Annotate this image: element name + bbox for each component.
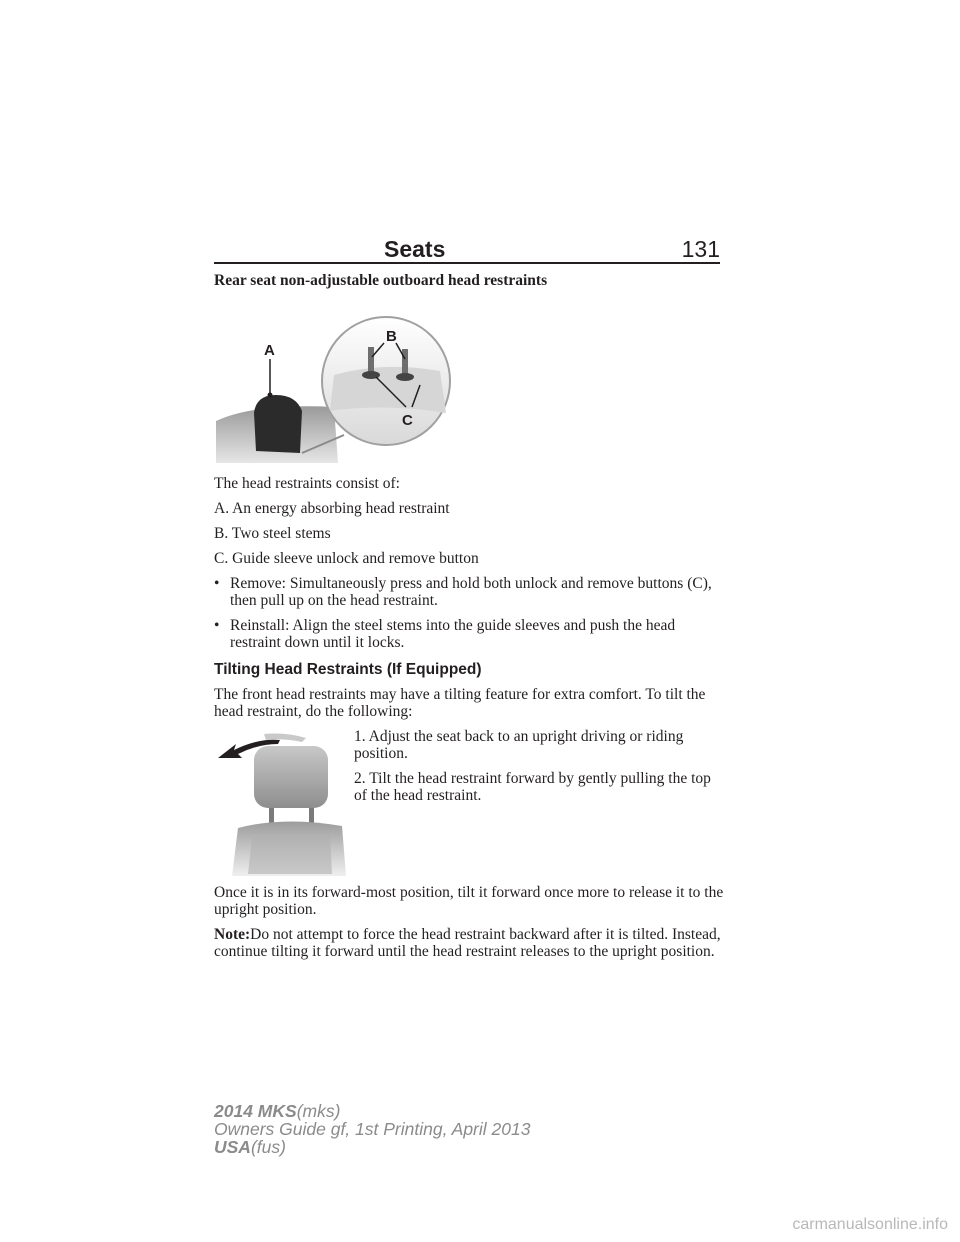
tilt-steps <box>354 728 724 812</box>
item-b: B. Two steel stems <box>214 525 331 542</box>
head-restraint-figure <box>214 303 464 463</box>
item-a: A. An energy absorbing head restraint <box>214 500 450 517</box>
page-number: 131 <box>681 236 720 262</box>
bullet-glyph: • <box>214 575 220 592</box>
section-title: Seats <box>384 236 446 262</box>
page-footer <box>214 1102 530 1156</box>
footer-market: USA <box>214 1137 251 1157</box>
bullet-glyph: • <box>214 617 220 634</box>
front-seat-panel <box>248 833 332 874</box>
tilt-after: Once it is in its forward-most position, tilt it forward once more to release it to the upright position. <box>214 884 724 918</box>
guide-sleeve-right <box>396 373 414 381</box>
footer-line-3 <box>214 1138 530 1156</box>
label-a: A <box>264 342 275 359</box>
item-c: C. Guide sleeve unlock and remove button <box>214 550 479 567</box>
label-b: B <box>386 328 397 345</box>
tilting-intro: The front head restraints may have a tilting feature for extra comfort. To tilt the head restraint, do the following: <box>214 686 706 720</box>
restraints-intro: The head restraints consist of: <box>214 475 400 492</box>
bullet-reinstall <box>214 617 724 651</box>
label-c: C <box>402 412 413 429</box>
bullet-remove <box>214 575 724 609</box>
note-text: Do not attempt to force the head restraint backward after it is tilted. Instead, continue tilting it forward until the head restraint releases to the upright position. <box>214 926 721 960</box>
front-head-restraint <box>254 746 328 808</box>
steel-stem-right <box>402 349 408 375</box>
front-stem-left <box>269 808 274 824</box>
steel-stem-left <box>368 347 374 373</box>
footer-line-2: Owners Guide gf, 1st Printing, April 2013 <box>214 1119 531 1139</box>
bullet-remove-text: Remove: Simultaneously press and hold both unlock and remove buttons (C), then pull up on the head restraint. <box>230 575 712 609</box>
footer-market-code: (fus) <box>250 1137 286 1157</box>
footer-line-1 <box>214 1102 530 1120</box>
page-header <box>214 236 720 264</box>
head-restraint-shape <box>254 395 302 453</box>
rear-restraints-heading: Rear seat non-adjustable outboard head restraints <box>214 272 548 289</box>
note-label: Note: <box>214 926 251 943</box>
tilt-step-1: 1. Adjust the seat back to an upright driving or riding position. <box>354 728 684 762</box>
callout-dot-a <box>268 393 273 398</box>
front-stem-right <box>309 808 314 824</box>
watermark: carmanualsonline.info <box>792 1216 948 1233</box>
page-content <box>214 272 724 968</box>
tilt-step-2: 2. Tilt the head restraint forward by gently pulling the top of the head restraint. <box>354 770 711 804</box>
footer-model-code: (mks) <box>296 1101 341 1121</box>
tilting-restraint-figure <box>214 728 348 876</box>
header-rule <box>214 262 720 264</box>
footer-model: 2014 MKS <box>214 1101 297 1121</box>
note <box>214 926 724 960</box>
bullet-reinstall-text: Reinstall: Align the steel stems into the guide sleeves and push the head restraint down until it locks. <box>230 617 676 651</box>
tilt-block <box>214 728 724 876</box>
tilting-heading: Tilting Head Restraints (If Equipped) <box>214 661 482 678</box>
